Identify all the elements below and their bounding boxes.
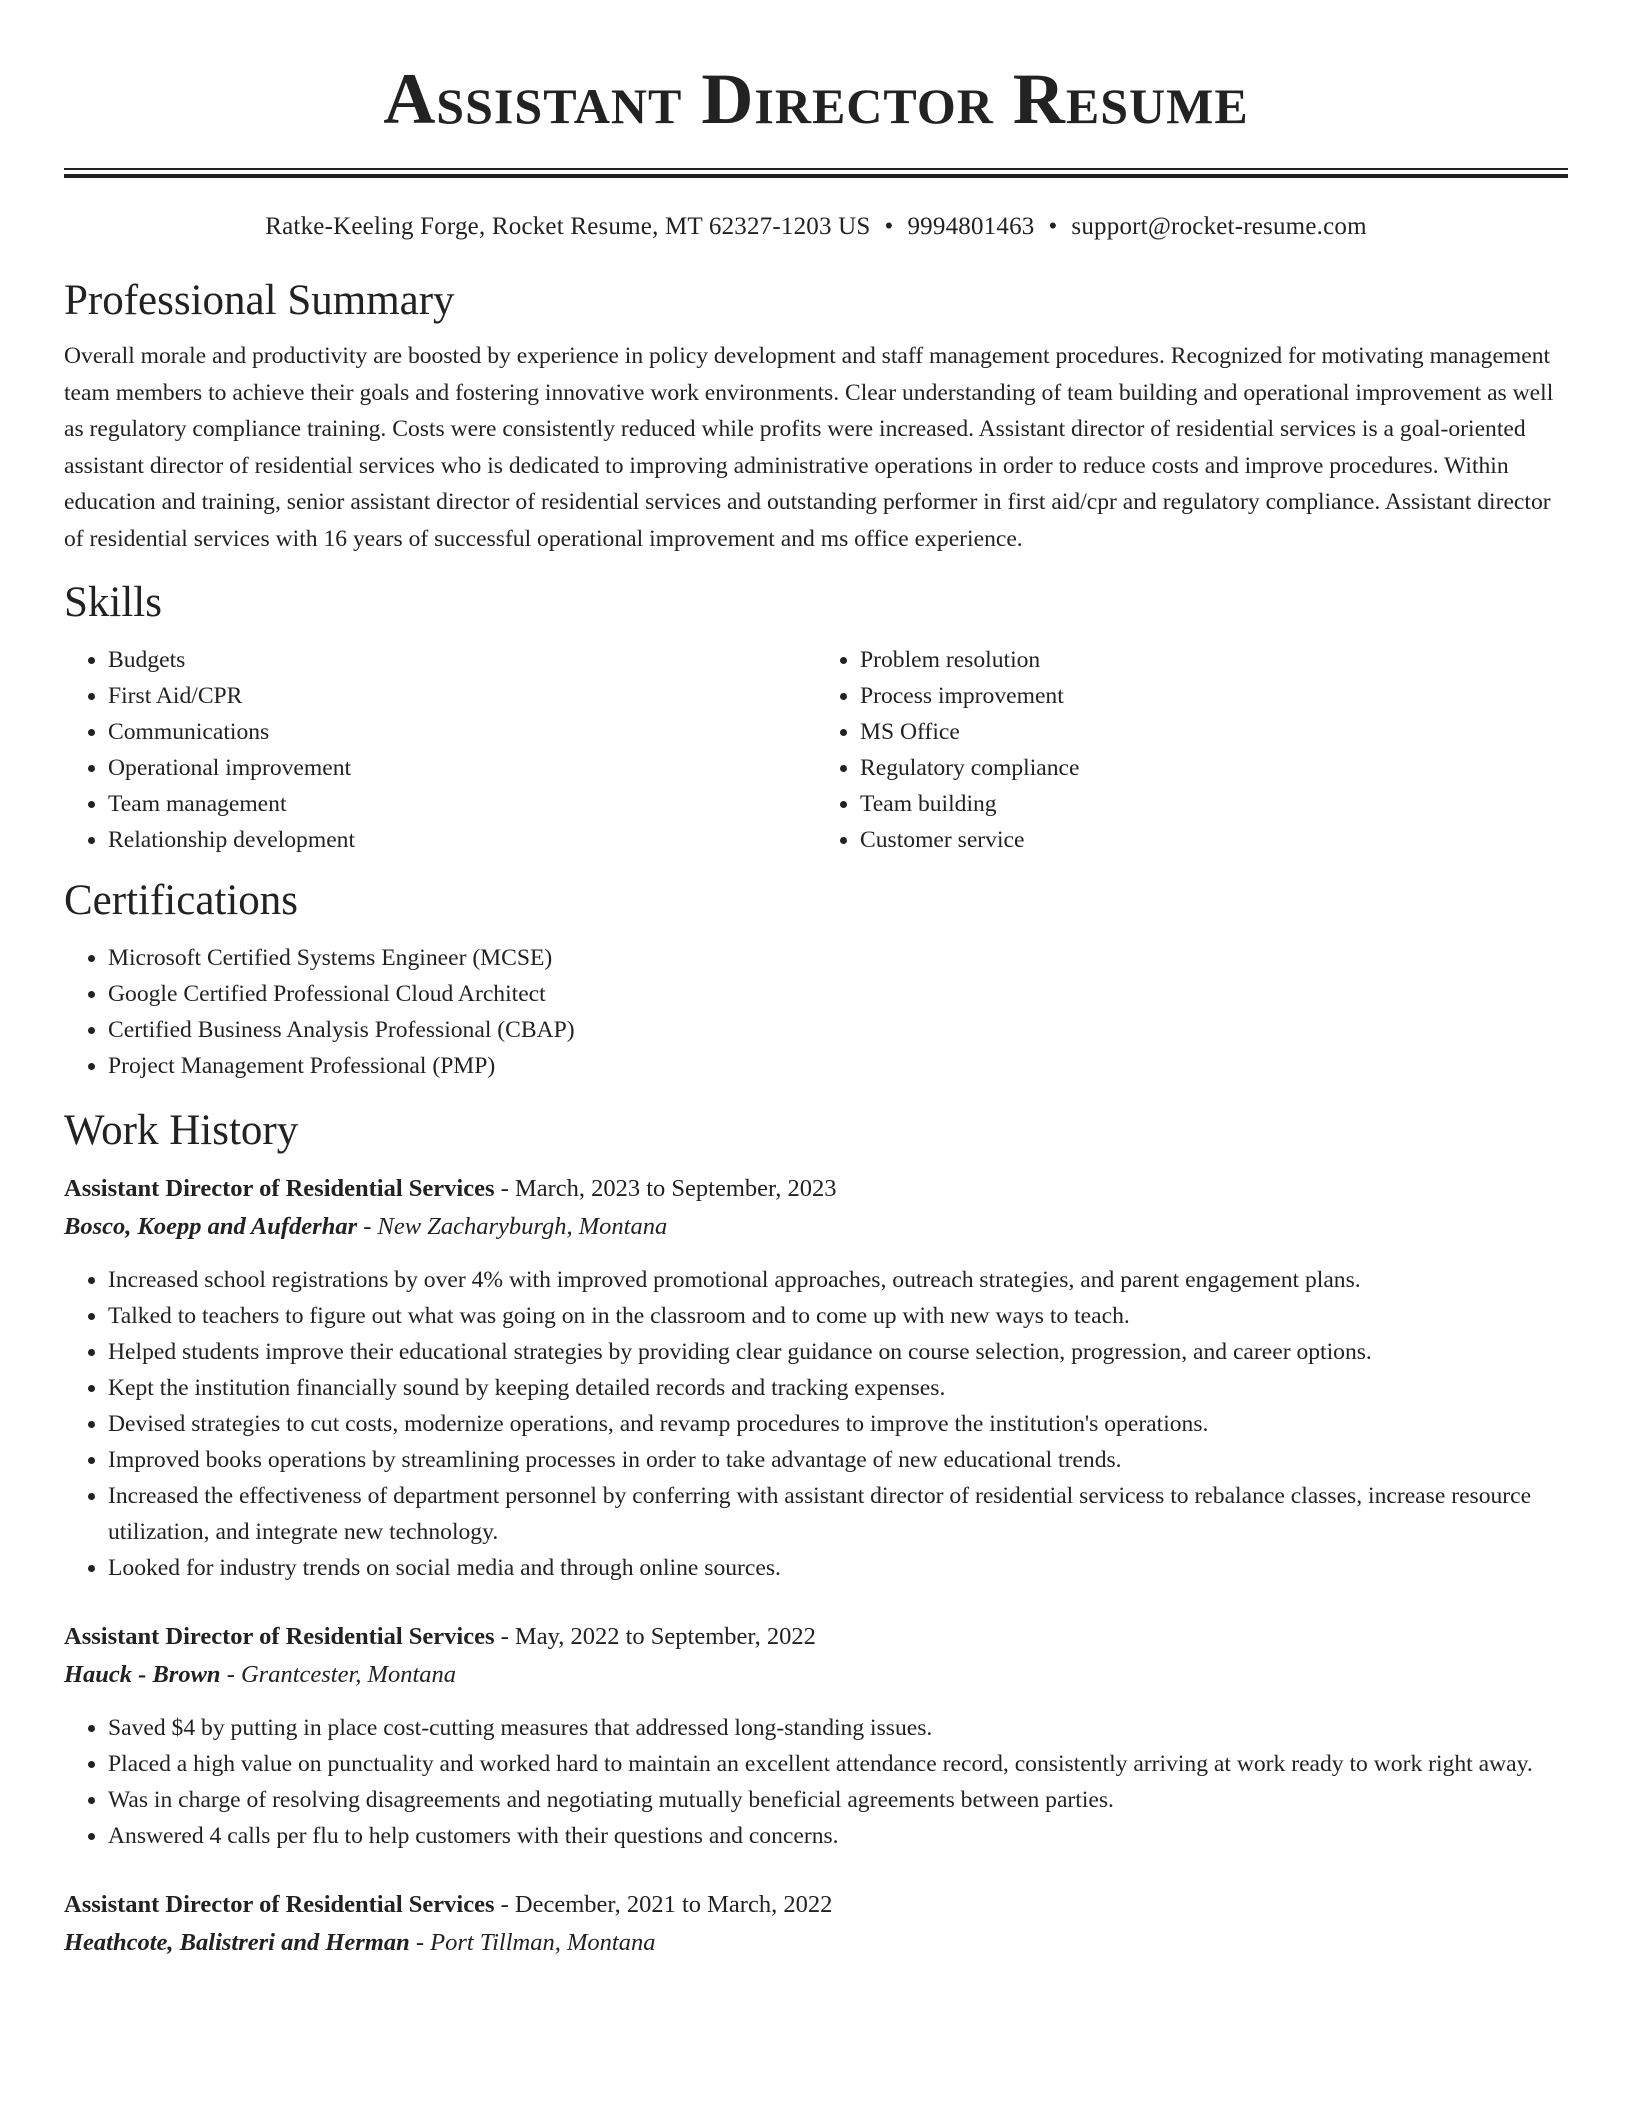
job-bullet: • Devised strategies to cut costs, modernize operations, and revamp procedures to improve the institution's operations. (108, 1406, 1568, 1442)
job-role: Assistant Director of Residential Services (64, 1622, 495, 1650)
job-dates: - March, 2023 to September, 2023 (494, 1174, 837, 1202)
certification-item: • Certified Business Analysis Professional (CBAP) (108, 1012, 1568, 1048)
job-location: - Grantcester, Montana (220, 1660, 457, 1688)
job-bullet: • Helped students improve their educational strategies by providing clear guidance on course selection, progression, and career options. (108, 1334, 1568, 1370)
skill-item: • Team management (108, 786, 816, 822)
job-bullet: • Was in charge of resolving disagreements and negotiating mutually beneficial agreements between parties. (108, 1782, 1568, 1818)
job-bullet: • Saved $4 by putting in place cost-cutting measures that addressed long-standing issues. (108, 1710, 1568, 1746)
contact-line (64, 210, 1568, 244)
job-role: Assistant Director of Residential Services (64, 1174, 495, 1202)
certifications-section (64, 874, 1568, 1084)
certifications-list (64, 940, 1568, 1084)
contact-separator: • (884, 213, 894, 240)
job-bullets (64, 1262, 1568, 1586)
job-location: - Port Tillman, Montana (409, 1928, 656, 1956)
job-company: Heathcote, Balistreri and Herman (64, 1928, 410, 1956)
skill-item: • Customer service (860, 822, 1568, 858)
contact-separator: • (1048, 213, 1058, 240)
certification-item: • Project Management Professional (PMP) (108, 1048, 1568, 1084)
job-entry (64, 1170, 1568, 1586)
job-entry (64, 1886, 1568, 1962)
work-history-section (64, 1104, 1568, 1962)
resume-page (64, 0, 1568, 1962)
skill-item: • Operational improvement (108, 750, 816, 786)
summary-text: Overall morale and productivity are boosted by experience in policy development and staff management procedures. Recognized for motivating management team members to achieve their goals and fostering innovative work environments. Clear understanding of team building and operational improvement as well as regulatory compliance training. Costs were consistently reduced while profits were increased. Assistant director of residential services is a goal-oriented assistant director of residential services who is dedicated to improving administrative operations in order to reduce costs and improve procedures. Within education and training, senior assistant director of residential services and outstanding performer in first aid/cpr and regulatory compliance. Assistant director of residential services with 16 years of successful operational improvement and ms office experience. (64, 343, 1554, 552)
skill-item: • First Aid/CPR (108, 678, 816, 714)
job-location: - New Zacharyburgh, Montana (357, 1212, 668, 1240)
job-company-line (64, 1208, 1568, 1246)
skills-list-right (816, 642, 1568, 858)
contact-email: support@rocket-resume.com (1071, 213, 1367, 240)
job-company: Bosco, Koepp and Aufderhar (64, 1212, 358, 1240)
job-company: Hauck - Brown (64, 1660, 221, 1688)
skill-item: • Budgets (108, 642, 816, 678)
job-bullet: • Increased school registrations by over 4% with improved promotional approaches, outreach strategies, and parent engagement plans. (108, 1262, 1568, 1298)
skill-item: • Relationship development (108, 822, 816, 858)
certification-item: • Microsoft Certified Systems Engineer (MCSE) (108, 940, 1568, 976)
resume-title: Assistant Director Resume (383, 59, 1249, 139)
skills-grid (64, 642, 1568, 858)
job-bullet: • Answered 4 calls per flu to help customers with their questions and concerns. (108, 1818, 1568, 1854)
job-bullet: • Increased the effectiveness of department personnel by conferring with assistant director of residential servicess to rebalance classes, increase resource utilization, and integrate new technology. (108, 1478, 1568, 1550)
job-bullet: • Placed a high value on punctuality and worked hard to maintain an excellent attendance record, consistently arriving at work ready to work right away. (108, 1746, 1568, 1782)
certifications-heading: Certifications (64, 876, 299, 924)
skill-item: • Process improvement (860, 678, 1568, 714)
skill-item: • Problem resolution (860, 642, 1568, 678)
skill-item: • MS Office (860, 714, 1568, 750)
work-history-heading: Work History (64, 1106, 299, 1154)
certification-item: • Google Certified Professional Cloud Architect (108, 976, 1568, 1012)
job-title-line (64, 1886, 1568, 1924)
skill-item: • Regulatory compliance (860, 750, 1568, 786)
job-bullet: • Improved books operations by streamlining processes in order to take advantage of new educational trends. (108, 1442, 1568, 1478)
job-bullet: • Kept the institution financially sound by keeping detailed records and tracking expenses. (108, 1370, 1568, 1406)
job-entry (64, 1618, 1568, 1854)
job-company-line (64, 1924, 1568, 1962)
skill-item: • Team building (860, 786, 1568, 822)
skills-heading: Skills (64, 578, 162, 626)
skills-section (64, 576, 1568, 858)
job-bullet: • Talked to teachers to figure out what was going on in the classroom and to come up with new ways to teach. (108, 1298, 1568, 1334)
skills-list-left (64, 642, 816, 858)
job-title-line (64, 1170, 1568, 1208)
job-role: Assistant Director of Residential Services (64, 1890, 495, 1918)
job-title-line (64, 1618, 1568, 1656)
summary-section (64, 274, 1568, 558)
summary-heading: Professional Summary (64, 277, 455, 324)
job-company-line (64, 1656, 1568, 1694)
skill-item: • Communications (108, 714, 816, 750)
job-dates: - May, 2022 to September, 2022 (494, 1622, 816, 1650)
contact-address: Ratke-Keeling Forge, Rocket Resume, MT 62327-1203 US (265, 213, 871, 240)
contact-phone: 9994801463 (907, 213, 1035, 240)
job-bullets (64, 1710, 1568, 1854)
job-dates: - December, 2021 to March, 2022 (494, 1890, 833, 1918)
job-bullet: • Looked for industry trends on social media and through online sources. (108, 1550, 1568, 1586)
title-double-rule (64, 168, 1568, 178)
